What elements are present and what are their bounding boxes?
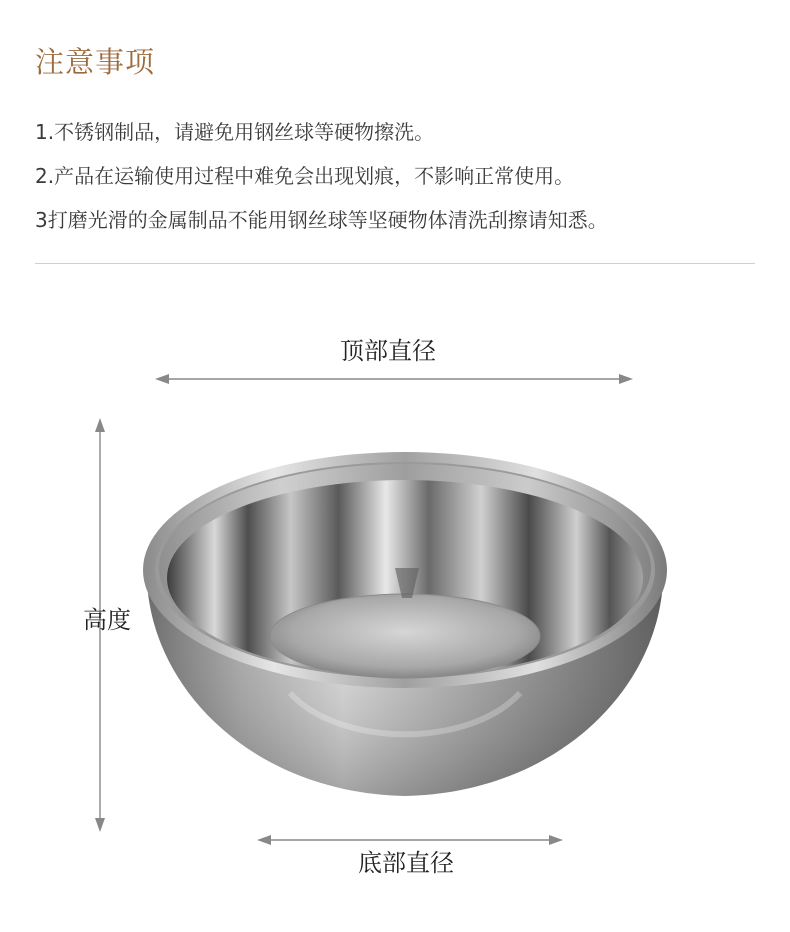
top-diameter-label: 顶部直径 — [340, 337, 436, 365]
notice-title: 注意事项 — [35, 45, 156, 79]
bottom-diameter-label: 底部直径 — [358, 849, 454, 877]
bottom-diameter-arrow — [257, 832, 563, 848]
notice-item-3: 3打磨光滑的金属制品不能用钢丝球等坚硬物体清洗刮擦请知悉。 — [35, 208, 608, 232]
notice-item-1: 1.不锈钢制品，请避免用钢丝球等硬物擦洗。 — [35, 120, 435, 144]
section-divider — [35, 263, 755, 264]
notice-list — [35, 110, 608, 242]
notice-item-2: 2.产品在运输使用过程中难免会出现划痕，不影响正常使用。 — [35, 164, 575, 188]
top-diameter-arrow — [155, 371, 633, 387]
stainless-steel-bowl-image — [140, 448, 670, 803]
height-label: 高度 — [83, 606, 131, 634]
